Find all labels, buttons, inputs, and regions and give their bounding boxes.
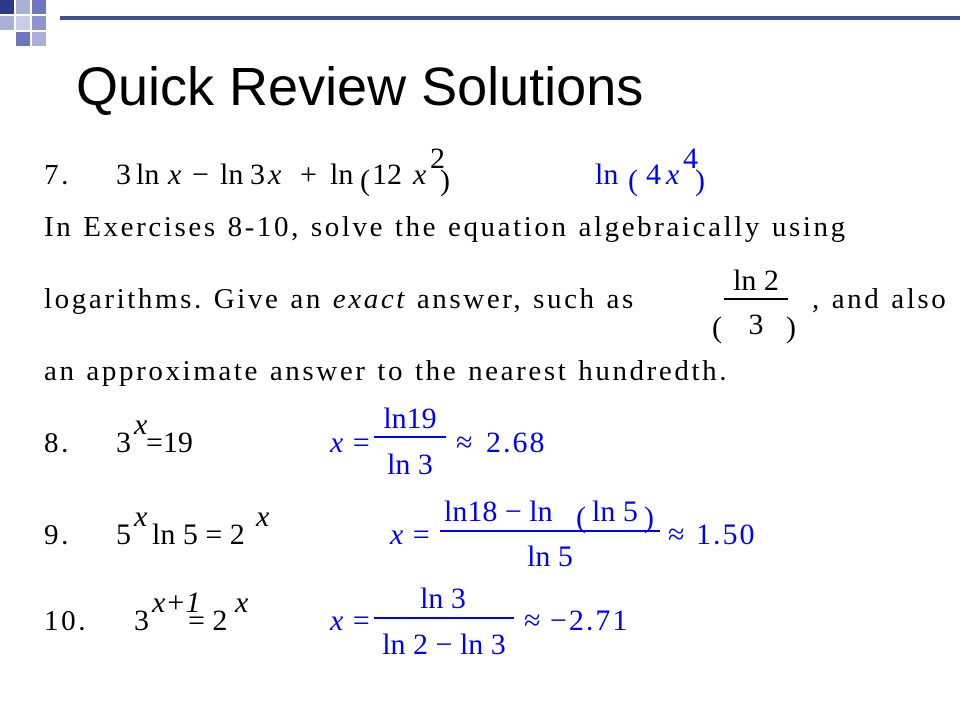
answer-expression: ln 4 x xyxy=(595,158,680,191)
problem-8-rhs: =19 xyxy=(146,426,193,459)
problem-9-answer xyxy=(389,495,757,573)
problem-7-expression: 3 ln x − ln 3 x + ln 12 x xyxy=(116,158,427,191)
answer-numerator: ln18 − ln xyxy=(444,495,553,528)
answer-value: −2.71 xyxy=(550,604,630,637)
example-numerator: ln 2 xyxy=(733,264,779,297)
problem-9-exponent: x xyxy=(134,500,148,533)
left-paren: ( xyxy=(360,164,370,197)
exponent: 2 xyxy=(430,142,445,175)
answer-denominator: ln 2 − ln 3 xyxy=(382,628,506,661)
problem-10 xyxy=(44,582,629,661)
answer-lhs: x = xyxy=(330,426,372,459)
answer-numerator: ln19 xyxy=(383,402,437,435)
approx-sign: ≈ xyxy=(524,604,541,637)
problem-10-exponent: x+1 xyxy=(152,586,201,619)
numerator-right-paren: ) xyxy=(644,501,654,534)
example-right-paren: ) xyxy=(786,311,796,344)
numerator-left-paren: ( xyxy=(576,501,586,534)
answer-lhs: x = xyxy=(390,518,432,551)
problem-7 xyxy=(44,142,705,197)
answer-value: 2.68 xyxy=(486,426,547,459)
answer-left-paren: ( xyxy=(628,164,638,197)
answer-numerator: ln 3 xyxy=(420,582,466,615)
answer-value: 1.50 xyxy=(696,518,757,551)
svg-text:logarithms. Give an exact ans: logarithms. Give an exact answer, such as xyxy=(44,283,636,315)
instructions-line-3: an approximate answer to the nearest hundredth. xyxy=(44,355,730,387)
problem-8-exponent: x xyxy=(134,408,148,441)
problem-number: 9. xyxy=(44,519,71,551)
right-paren: ) xyxy=(440,164,450,197)
answer-numerator-inner: ln 5 xyxy=(592,495,638,528)
problem-8 xyxy=(44,402,547,481)
problem-8-answer xyxy=(329,402,547,481)
instructions-line-2-tail: , and also xyxy=(812,283,949,315)
approx-sign: ≈ xyxy=(668,518,685,551)
problem-9-middle: ln 5 = 2 xyxy=(152,518,245,551)
answer-denominator: ln 3 xyxy=(387,448,433,481)
problem-7-answer xyxy=(595,142,705,197)
approx-sign: ≈ xyxy=(456,426,473,459)
problem-9-base: 5 xyxy=(116,518,131,551)
problem-number: 8. xyxy=(44,427,71,459)
example-fraction xyxy=(712,264,796,344)
answer-exponent: 4 xyxy=(683,142,698,175)
answer-lhs: x = xyxy=(330,604,372,637)
example-denominator: 3 xyxy=(748,308,764,341)
problem-10-base: 3 xyxy=(134,604,149,637)
problem-10-middle: = 2 xyxy=(188,604,228,637)
problem-9-exponent-2: x xyxy=(256,500,270,533)
example-left-paren: ( xyxy=(712,311,722,344)
answer-right-paren: ) xyxy=(695,164,705,197)
problem-number: 7. xyxy=(44,159,71,191)
problem-8-base: 3 xyxy=(116,426,131,459)
problem-10-answer xyxy=(329,582,629,661)
instructions-line-2 xyxy=(44,264,948,344)
problem-number: 10. xyxy=(44,605,89,637)
slide-title: Quick Review Solutions xyxy=(76,57,644,117)
problem-9 xyxy=(44,495,757,573)
problem-10-exponent-2: x xyxy=(235,586,249,619)
instructions-line-1: In Exercises 8-10, solve the equation algebraically using xyxy=(44,211,848,243)
answer-denominator: ln 5 xyxy=(527,540,573,573)
